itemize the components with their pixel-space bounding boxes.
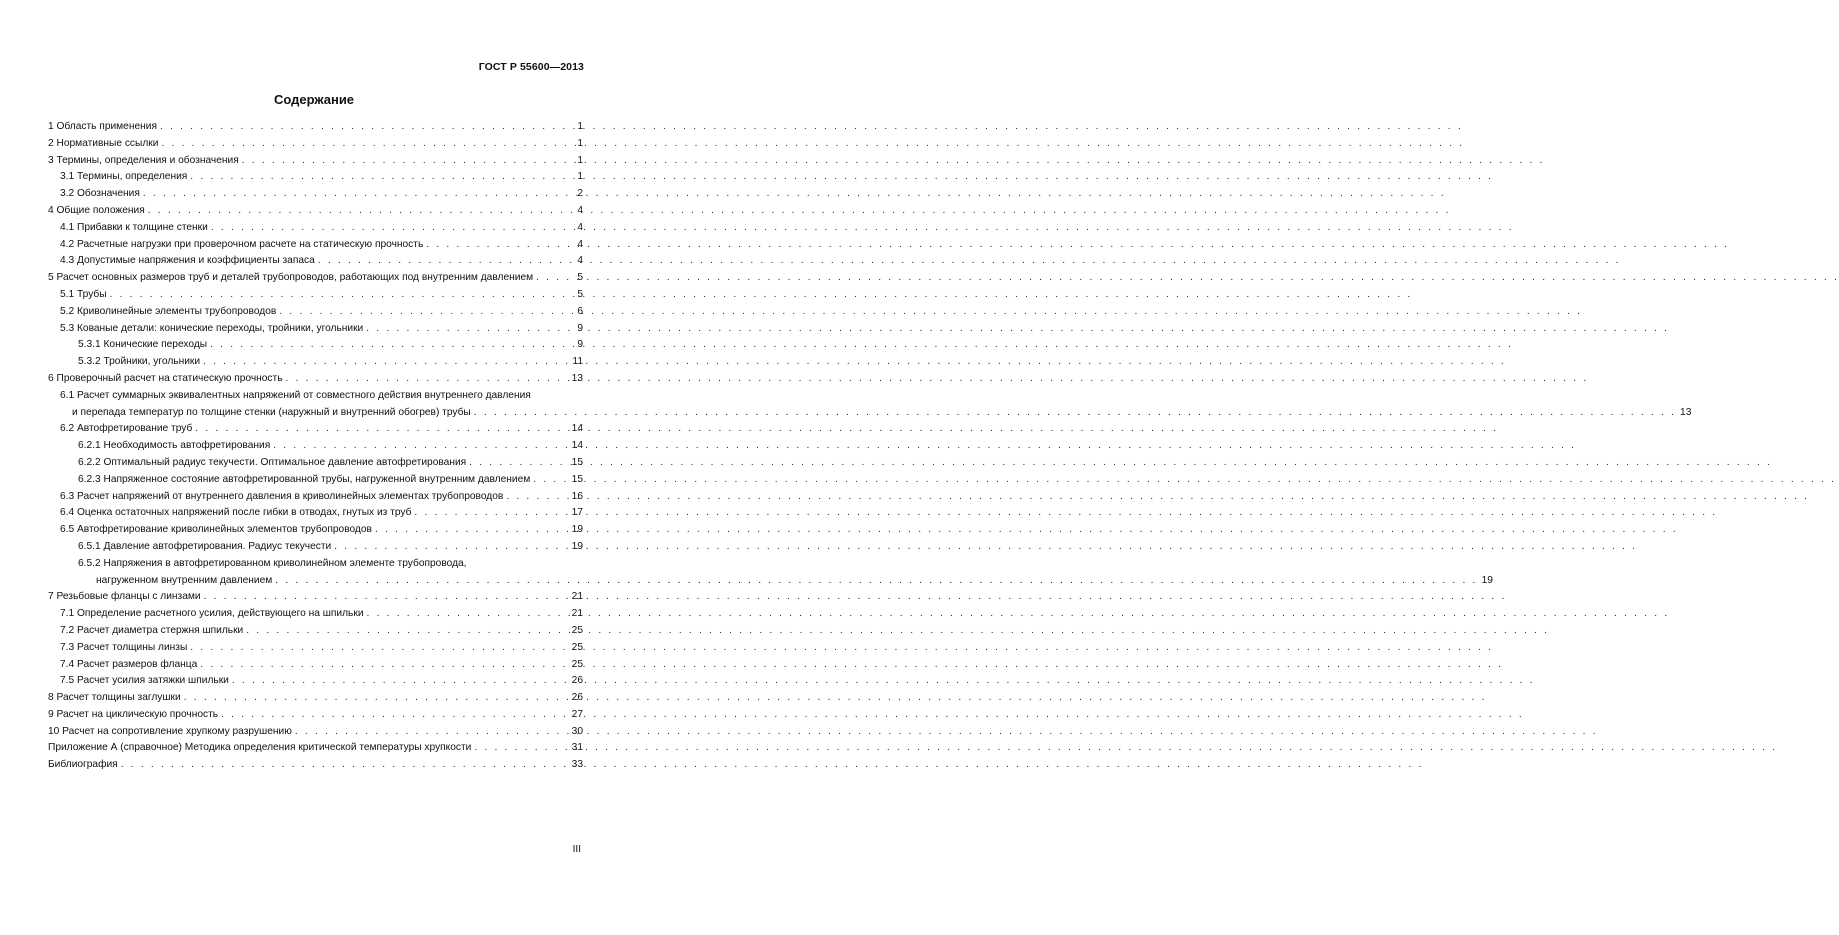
toc-page-number: 21: [571, 591, 583, 603]
toc-leader-dots: [203, 354, 568, 371]
toc-leader-dots: [334, 539, 567, 556]
toc-entry[interactable]: [48, 522, 583, 539]
toc-page-number: 5: [577, 288, 583, 300]
toc-page-number: 25: [571, 624, 583, 636]
toc-leader-dots: [195, 421, 567, 438]
toc-entry-text: 5.1 Трубы: [60, 288, 107, 300]
toc-page-number: 19: [571, 540, 583, 552]
toc-entry-text: 4.3 Допустимые напряжения и коэффициенты запаса: [60, 255, 315, 267]
toc-leader-dots: [469, 455, 567, 472]
toc-page-number: 11: [572, 356, 583, 368]
toc-entry-text: 6.5.1 Давление автофретирования. Радиус текучести: [78, 540, 332, 552]
toc-entry-text: Библиография: [48, 759, 118, 771]
toc-entry[interactable]: [48, 724, 583, 741]
toc-leader-dots: [533, 472, 567, 489]
toc-entry-text-continuation: нагруженном внутренним давлением: [96, 574, 273, 586]
toc-page-number: 2: [577, 188, 583, 200]
toc-entry-text: 5.3.1 Конические переходы: [78, 339, 208, 351]
toc-page-number: 1: [577, 121, 583, 132]
toc-entry[interactable]: [48, 337, 583, 354]
toc-entry[interactable]: [48, 220, 583, 237]
toc-entry-text: 4.1 Прибавки к толщине стенки: [60, 221, 208, 233]
toc-entry[interactable]: [48, 589, 583, 606]
toc-page-number: 27: [571, 708, 583, 720]
toc-entry-text: 6.2.3 Напряженное состояние автофретированной трубы, нагруженной внутренним давлением: [78, 473, 531, 485]
toc-entry-text: 7.4 Расчет размеров фланца: [60, 658, 198, 670]
toc-entry[interactable]: [48, 237, 583, 254]
toc-entry[interactable]: [48, 321, 583, 338]
toc-entry-text: 1 Область применения: [48, 121, 157, 132]
toc-page-number: 14: [571, 423, 583, 435]
toc-entry-text: 7.3 Расчет толщины линзы: [60, 641, 188, 653]
toc-leader-dots: [366, 321, 571, 338]
toc-entry-text: 6.2 Автофретирование труб: [60, 423, 193, 435]
toc-leader-dots: [121, 757, 568, 774]
toc-entry-text: 5.2 Криволинейные элементы трубопроводов: [60, 305, 277, 317]
toc-entry[interactable]: [48, 203, 583, 220]
toc-entry[interactable]: [48, 388, 1692, 422]
page-number: III: [572, 844, 581, 855]
toc-page-number: 4: [577, 204, 583, 216]
toc-entry-text: 4.2 Расчетные нагрузки при проверочном расчете на статическую прочность: [60, 238, 424, 250]
toc-entry[interactable]: [48, 539, 583, 556]
toc-entry[interactable]: [48, 489, 583, 506]
toc-entry-text: Приложение А (справочное) Методика определения критической температуры хрупкости: [48, 742, 472, 754]
toc-page-number: 4: [577, 255, 583, 267]
toc-page-number: 16: [571, 490, 583, 502]
toc-entry-text: 7.1 Определение расчетного усилия, действующего на шпильки: [60, 608, 364, 620]
toc-page-number: 1: [577, 171, 583, 183]
toc-entry[interactable]: [48, 119, 583, 136]
toc-leader-dots: [536, 270, 571, 287]
toc-leader-dots: [426, 237, 571, 254]
toc-leader-dots: [211, 220, 571, 237]
toc-entry[interactable]: [48, 354, 583, 371]
toc-entry[interactable]: [48, 136, 583, 153]
toc-leader-dots: [184, 690, 568, 707]
toc-leader-dots: [210, 337, 571, 354]
toc-leader-dots: [414, 505, 567, 522]
toc-entry[interactable]: [48, 740, 583, 757]
toc-leader-dots: [295, 724, 568, 741]
toc-entry-text: 3 Термины, определения и обозначения: [48, 154, 239, 166]
toc-entry[interactable]: [48, 556, 1493, 590]
toc-entry[interactable]: [48, 472, 583, 489]
toc-leader-dots: [161, 136, 571, 153]
toc-entry-text: 4 Общие положения: [48, 204, 145, 216]
toc-entry[interactable]: [48, 438, 583, 455]
toc-page-number: 21: [571, 608, 583, 620]
toc-leader-dots: [279, 304, 571, 321]
toc-page-number: 4: [577, 238, 583, 250]
toc-entry-text: 6.5 Автофретирование криволинейных элементов трубопроводов: [60, 524, 372, 536]
toc-page-number: 9: [577, 339, 583, 351]
toc-leader-dots: [110, 287, 571, 304]
toc-leader-dots: [143, 186, 571, 203]
toc-entry[interactable]: [48, 421, 583, 438]
toc-page-number: 31: [571, 742, 583, 754]
toc-entry-text: 7.2 Расчет диаметра стержня шпильки: [60, 624, 244, 636]
toc-entry[interactable]: [48, 270, 583, 287]
toc-entry[interactable]: [48, 690, 583, 707]
toc-leader-dots: [200, 657, 567, 674]
toc-entry-text: 5 Расчет основных размеров труб и деталей трубопроводов, работающих под внутренним давлением: [48, 272, 534, 284]
toc-page-number: 9: [577, 322, 583, 334]
toc-entry[interactable]: [48, 640, 583, 657]
toc-page-number: 33: [571, 759, 583, 771]
toc-entry[interactable]: [48, 673, 583, 690]
toc-entry[interactable]: [48, 169, 583, 186]
toc-leader-dots: [506, 489, 567, 506]
toc-entry-text: 6.4 Оценка остаточных напряжений после гибки в отводах, гнутых из труб: [60, 507, 412, 519]
toc-entry-text: 5.3 Кованые детали: конические переходы, тройники, угольники: [60, 322, 364, 334]
toc-entry-text: 3.2 Обозначения: [60, 188, 140, 200]
toc-entry[interactable]: [48, 505, 583, 522]
toc-page-number: 25: [571, 641, 583, 653]
toc-leader-dots: [190, 169, 571, 186]
toc-entry[interactable]: [48, 657, 583, 674]
toc-leader-dots: [286, 371, 568, 388]
toc-entry[interactable]: [48, 606, 583, 623]
toc-entry-text: 2 Нормативные ссылки: [48, 137, 159, 149]
toc-page-number: 14: [571, 440, 583, 452]
toc-leader-dots: [204, 589, 568, 606]
page-title: Содержание: [273, 92, 355, 107]
toc-entry-text-continuation: и перепада температур по толщине стенки (наружный и внутренний обогрев) трубы: [72, 406, 471, 418]
toc-page-number: 15: [571, 456, 583, 468]
toc-leader-dots: [148, 203, 571, 220]
toc-entry[interactable]: [48, 287, 583, 304]
toc-leader-dots: . . . . . . . . . . . . . . . . . . . . . . . . . . . . . . . . . . . . . . . . . . . . . . . . . . . . . . . . . . . . . . . . . . . . . . . . . . . . . . . . . . . . . . . . . . . . . . . . . . . . . . . . . . . . . . . . . . . . . . . .: [473, 406, 1677, 418]
toc-entry-text: 9 Расчет на циклическую прочность: [48, 708, 219, 720]
toc-page-number: 19: [571, 524, 583, 536]
toc-entry-text: 10 Расчет на сопротивление хрупкому разрушению: [48, 725, 292, 737]
toc-entry-text: 6 Проверочный расчет на статическую прочность: [48, 372, 283, 384]
toc-page-number: 6: [577, 305, 583, 317]
toc-leader-dots: [474, 740, 567, 757]
toc-page-number: 13: [1680, 406, 1692, 418]
toc-entry-text: 7 Резьбовые фланцы с линзами: [48, 591, 201, 603]
toc-entry[interactable]: [48, 253, 583, 270]
toc-page-number: 13: [571, 372, 583, 384]
toc-leader-dots: [375, 522, 568, 539]
toc-leader-dots: [190, 640, 567, 657]
table-of-contents: [48, 119, 1692, 774]
toc-page-number: 5: [577, 272, 583, 284]
toc-page-number: 4: [577, 221, 583, 233]
toc-leader-dots: [221, 707, 568, 724]
toc-entry[interactable]: [48, 371, 583, 388]
toc-entry[interactable]: [48, 707, 583, 724]
toc-page-number: 15: [571, 473, 583, 485]
standard-header: ГОСТ Р 55600—2013: [478, 61, 584, 73]
toc-entry[interactable]: [48, 153, 583, 170]
toc-leader-dots: [232, 673, 568, 690]
toc-page-number: 17: [571, 507, 583, 519]
toc-entry-text: 6.1 Расчет суммарных эквивалентных напряжений от совместного действия внутреннего давления: [60, 389, 531, 401]
toc-entry-text: 6.2.2 Оптимальный радиус текучести. Оптимальное давление автофретирования: [78, 456, 467, 468]
toc-page-number: 26: [571, 675, 583, 687]
toc-entry-text: 6.5.2 Напряжения в автофретированном криволинейном элементе трубопровода,: [78, 557, 467, 569]
toc-page-number: 26: [571, 692, 583, 704]
toc-entry-text: 5.3.2 Тройники, угольники: [78, 356, 201, 368]
toc-entry-text: 7.5 Расчет усилия затяжки шпильки: [60, 675, 229, 687]
toc-page-number: 30: [571, 725, 583, 737]
toc-entry[interactable]: [48, 757, 583, 774]
toc-entry[interactable]: [48, 455, 583, 472]
toc-leader-dots: [246, 623, 567, 640]
toc-page-number: 1: [577, 154, 583, 166]
toc-entry[interactable]: [48, 623, 583, 640]
toc-leader-dots: [242, 153, 571, 170]
toc-entry-text: 8 Расчет толщины заглушки: [48, 692, 181, 704]
toc-entry-text: 6.2.1 Необходимость автофретирования: [78, 440, 271, 452]
toc-leader-dots: . . . . . . . . . . . . . . . . . . . . . . . . . . . . . . . . . . . . . . . . . . . . . . . . . . . . . . . . . . . . . . . . . . . . . . . . . . . . . . . . . . . . . . . . . . . . . . . . . . . . . . . . . . . . . . . . . . . . . . . .: [275, 574, 1478, 586]
toc-entry-text: 6.3 Расчет напряжений от внутреннего давления в криволинейных элементах трубопроводов: [60, 490, 504, 502]
toc-page-number: 1: [577, 137, 583, 149]
toc-entry[interactable]: [48, 304, 583, 321]
toc-entry-text: 3.1 Термины, определения: [60, 171, 188, 183]
toc-leader-dots: [367, 606, 568, 623]
toc-entry[interactable]: [48, 186, 583, 203]
toc-leader-dots: [318, 253, 571, 270]
toc-page-number: 25: [571, 658, 583, 670]
toc-leader-dots: [160, 119, 571, 136]
toc-page-number: 19: [1481, 574, 1493, 586]
toc-leader-dots: [273, 438, 567, 455]
